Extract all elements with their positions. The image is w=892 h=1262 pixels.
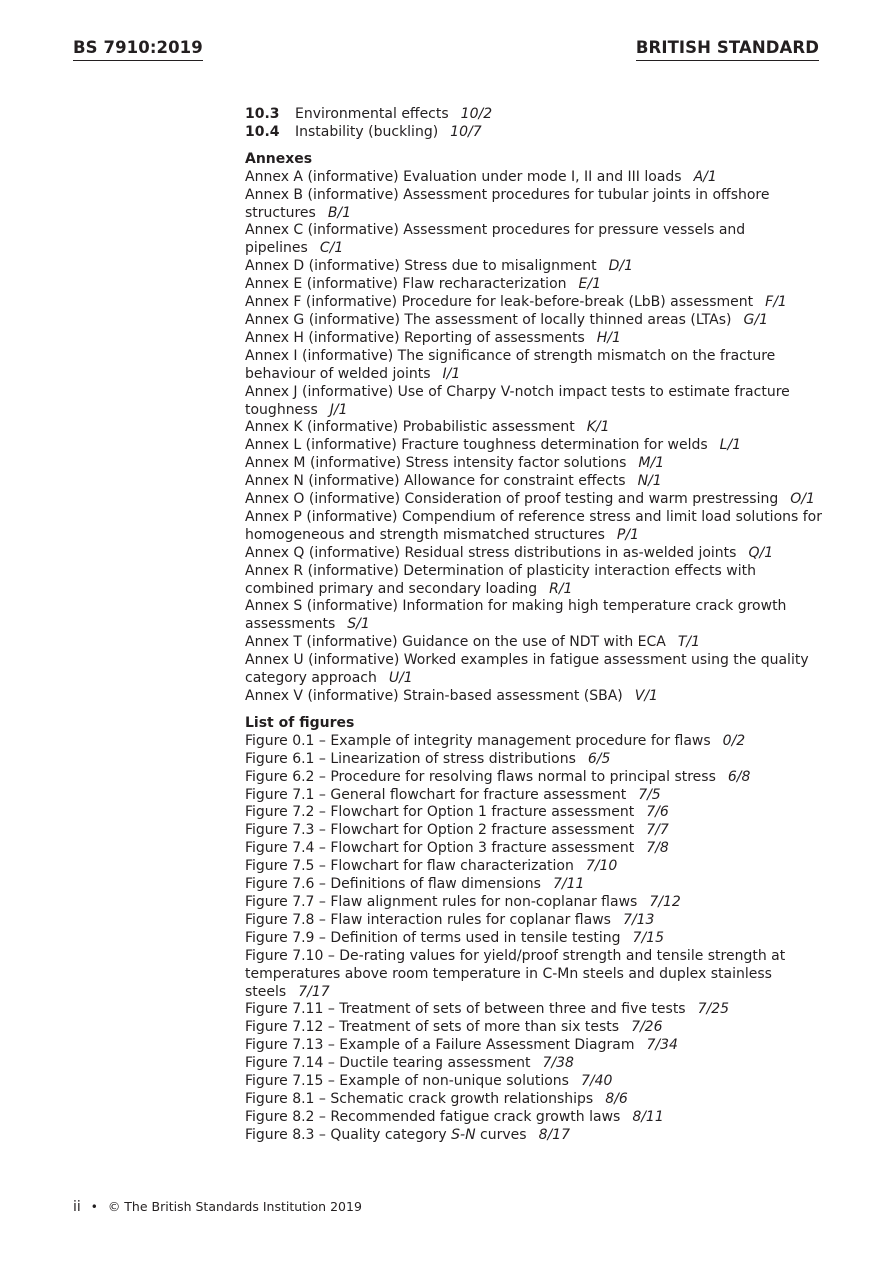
- footer-bullet: •: [90, 1200, 98, 1214]
- figure-title: Figure 6.1 – Linearization of stress distributions: [245, 750, 576, 767]
- figure-page: 6/5: [587, 750, 611, 767]
- annex-entry: [245, 384, 825, 420]
- figure-title: Figure 6.2 – Procedure for resolving flaws normal to principal stress: [245, 768, 716, 785]
- figure-page: 6/8: [727, 768, 751, 785]
- figure-entry: [245, 930, 825, 948]
- figure-page: 7/12: [649, 893, 681, 910]
- figure-page: 7/10: [585, 858, 618, 875]
- annex-title: Annex B (informative) Assessment procedures for tubular joints in offshore structures: [245, 186, 770, 221]
- annex-page: D/1: [608, 258, 634, 275]
- copyright-notice: © The British Standards Institution 2019: [107, 1199, 362, 1214]
- annex-entry: [245, 330, 825, 348]
- figure-page: 7/34: [646, 1037, 678, 1054]
- figure-entry: [245, 1019, 825, 1037]
- table-of-contents: [245, 106, 825, 1145]
- annex-entry: [245, 688, 825, 706]
- annex-entry: [245, 652, 825, 688]
- figure-title: Figure 7.1 – General flowchart for fracture assessment: [245, 786, 627, 803]
- figure-page: 8/17: [538, 1126, 571, 1143]
- annex-entry: [245, 419, 825, 437]
- section-page: 10/7: [450, 123, 482, 140]
- annex-title: Annex A (informative) Evaluation under mode I, II and III loads: [245, 168, 682, 185]
- figure-entry: [245, 769, 825, 787]
- annex-page: E/1: [578, 276, 601, 293]
- figure-entry: [245, 912, 825, 930]
- figure-title: Figure 8.1 – Schematic crack growth relationships: [245, 1090, 594, 1107]
- annex-page: G/1: [743, 311, 768, 328]
- annex-page: I/1: [442, 365, 461, 382]
- annex-title: Annex D (informative) Stress due to misalignment: [245, 258, 597, 275]
- annex-page: C/1: [319, 240, 344, 257]
- annex-page: U/1: [388, 670, 413, 687]
- figure-title: Figure 0.1 – Example of integrity management procedure for flaws: [245, 732, 711, 749]
- annex-title: Annex L (informative) Fracture toughness determination for welds: [245, 437, 708, 454]
- figure-page: 7/15: [632, 929, 664, 946]
- annex-entry: [245, 437, 825, 455]
- annex-entry: [245, 545, 825, 563]
- annex-page: H/1: [596, 329, 621, 346]
- figure-title: Figure 7.9 – Definition of terms used in tensile testing: [245, 929, 621, 946]
- annex-title: Annex T (informative) Guidance on the use of NDT with ECA: [245, 634, 666, 651]
- annex-page: O/1: [790, 491, 815, 508]
- figure-title: Figure 8.2 – Recommended fatigue crack growth laws: [245, 1108, 621, 1125]
- annex-page: T/1: [677, 634, 701, 651]
- section-entry: [245, 106, 825, 124]
- figure-page: 8/11: [632, 1108, 664, 1125]
- figure-title: Figure 7.4 – Flowchart for Option 3 fracture assessment: [245, 840, 635, 857]
- figure-title: Figure 7.14 – Ductile tearing assessment: [245, 1055, 531, 1072]
- figure-page: 7/40: [580, 1073, 613, 1090]
- annex-entry: [245, 598, 825, 634]
- annex-page: R/1: [549, 580, 573, 597]
- figure-title: Figure 7.13 – Example of a Failure Assessment Diagram: [245, 1037, 635, 1054]
- section-number: 10.3: [245, 106, 280, 122]
- figure-title: Figure 7.10 – De-rating values for yield/proof strength and tensile strength at temperatures above room temperature in C-Mn steels and duplex stainless steels: [245, 947, 786, 1000]
- annex-entry: [245, 222, 825, 258]
- annex-page: P/1: [616, 526, 639, 543]
- annex-page: M/1: [638, 455, 665, 472]
- annex-title: Annex I (informative) The significance of strength mismatch on the fracture behaviour of welded joints: [245, 347, 776, 382]
- figure-title: Figure 7.6 – Definitions of flaw dimensions: [245, 876, 541, 893]
- figure-page: 7/25: [697, 1001, 730, 1018]
- figure-entry: [245, 1001, 825, 1019]
- annex-entry: [245, 473, 825, 491]
- figures-list: [245, 733, 825, 1145]
- section-entry: [245, 124, 825, 142]
- annex-entry: [245, 634, 825, 652]
- annex-title: Annex H (informative) Reporting of assessments: [245, 329, 585, 346]
- figure-title: Figure 7.11 – Treatment of sets of between three and five tests: [245, 1001, 686, 1018]
- figure-page: 7/7: [646, 822, 669, 839]
- figure-entry: [245, 751, 825, 769]
- annex-entry: [245, 276, 825, 294]
- figure-entry: [245, 1073, 825, 1091]
- annex-title: Annex Q (informative) Residual stress distributions in as-welded joints: [245, 544, 737, 561]
- section-page: 10/2: [460, 106, 493, 122]
- figure-title: Figure 7.15 – Example of non-unique solutions: [245, 1073, 569, 1090]
- figure-title: Figure 7.2 – Flowchart for Option 1 fracture assessment: [245, 804, 635, 821]
- annex-title: Annex U (informative) Worked examples in fatigue assessment using the quality category approach: [245, 652, 809, 687]
- figure-entry: [245, 876, 825, 894]
- header-standard-number: BS 7910:2019: [73, 38, 203, 61]
- figure-page: 7/6: [646, 804, 669, 821]
- annex-title: Annex M (informative) Stress intensity factor solutions: [245, 455, 627, 472]
- annex-title: Annex O (informative) Consideration of proof testing and warm prestressing: [245, 491, 779, 508]
- annex-title: Annex C (informative) Assessment procedures for pressure vessels and pipelines: [245, 222, 746, 257]
- figure-title: Figure 7.7 – Flaw alignment rules for non-coplanar flaws: [245, 893, 638, 910]
- figure-entry: [245, 822, 825, 840]
- figure-title-suffix: curves: [475, 1126, 527, 1143]
- figure-title: Figure 8.3 – Quality category: [245, 1126, 447, 1143]
- annexes-list: [245, 169, 825, 706]
- annex-entry: [245, 509, 825, 545]
- page-footer: [73, 1199, 362, 1215]
- annex-entry: [245, 563, 825, 599]
- figure-title: Figure 7.8 – Flaw interaction rules for coplanar flaws: [245, 911, 611, 928]
- annex-page: S/1: [347, 616, 370, 633]
- figure-entry: [245, 858, 825, 876]
- page-number: ii: [73, 1199, 81, 1215]
- section-title: Instability (buckling): [295, 123, 439, 140]
- annex-title: Annex K (informative) Probabilistic assessment: [245, 419, 575, 436]
- annex-page: L/1: [719, 437, 742, 454]
- annex-title: Annex S (informative) Information for making high temperature crack growth assessments: [245, 598, 787, 633]
- section-title: Environmental effects: [295, 106, 449, 122]
- annex-title: Annex G (informative) The assessment of locally thinned areas (LTAs): [245, 311, 732, 328]
- section-number: 10.4: [245, 123, 280, 140]
- figure-entry: [245, 1127, 825, 1145]
- figure-entry: [245, 894, 825, 912]
- figure-page: 7/5: [638, 786, 661, 803]
- figure-entry: [245, 733, 825, 751]
- figure-title: Figure 7.3 – Flowchart for Option 2 fracture assessment: [245, 822, 635, 839]
- annex-title: Annex E (informative) Flaw recharacterization: [245, 276, 567, 293]
- annex-title: Annex N (informative) Allowance for constraint effects: [245, 473, 626, 490]
- figure-title-italic: S-N: [451, 1126, 476, 1143]
- figure-entry: [245, 787, 825, 805]
- annex-page: N/1: [637, 473, 662, 490]
- annex-title: Annex J (informative) Use of Charpy V-notch impact tests to estimate fracture toughness: [245, 383, 790, 418]
- figure-entry: [245, 948, 825, 1002]
- figure-entry: [245, 804, 825, 822]
- figure-entry: [245, 1091, 825, 1109]
- annex-page: A/1: [693, 168, 717, 185]
- figure-entry: [245, 1055, 825, 1073]
- annex-title: Annex P (informative) Compendium of reference stress and limit load solutions for homogeneous and strength mismatched structures: [245, 508, 823, 543]
- figure-page: 7/11: [552, 876, 585, 893]
- annex-page: K/1: [586, 419, 610, 436]
- annex-entry: [245, 455, 825, 473]
- figures-title: List of figures: [245, 714, 355, 731]
- figure-page: 7/13: [622, 911, 655, 928]
- figure-page: 7/8: [646, 840, 669, 857]
- annex-title: Annex V (informative) Strain-based assessment (SBA): [245, 688, 623, 704]
- annex-page: Q/1: [748, 544, 774, 561]
- annex-title: Annex R (informative) Determination of plasticity interaction effects with combined primary and secondary loading: [245, 562, 756, 597]
- figure-page: 7/17: [298, 983, 330, 1000]
- figure-page: 0/2: [722, 732, 746, 749]
- figure-entry: [245, 1109, 825, 1127]
- annex-entry: [245, 491, 825, 509]
- annex-title: Annex F (informative) Procedure for leak-before-break (LbB) assessment: [245, 294, 754, 311]
- figure-entry: [245, 840, 825, 858]
- annex-entry: [245, 294, 825, 312]
- figure-title: Figure 7.12 – Treatment of sets of more than six tests: [245, 1019, 620, 1036]
- annex-page: J/1: [329, 401, 348, 418]
- sections-list: [245, 106, 825, 142]
- annex-page: B/1: [327, 204, 352, 221]
- annex-entry: [245, 187, 825, 223]
- annex-entry: [245, 312, 825, 330]
- annex-page: V/1: [634, 688, 658, 704]
- figure-title: Figure 7.5 – Flowchart for flaw characterization: [245, 858, 574, 875]
- annexes-title: Annexes: [245, 150, 313, 167]
- header-publisher: BRITISH STANDARD: [636, 38, 819, 61]
- figure-page: 8/6: [605, 1090, 628, 1107]
- annex-entry: [245, 169, 825, 187]
- figure-entry: [245, 1037, 825, 1055]
- figure-page: 7/26: [631, 1019, 663, 1036]
- figure-page: 7/38: [542, 1055, 574, 1072]
- annex-entry: [245, 258, 825, 276]
- annex-entry: [245, 348, 825, 384]
- annex-page: F/1: [765, 294, 787, 311]
